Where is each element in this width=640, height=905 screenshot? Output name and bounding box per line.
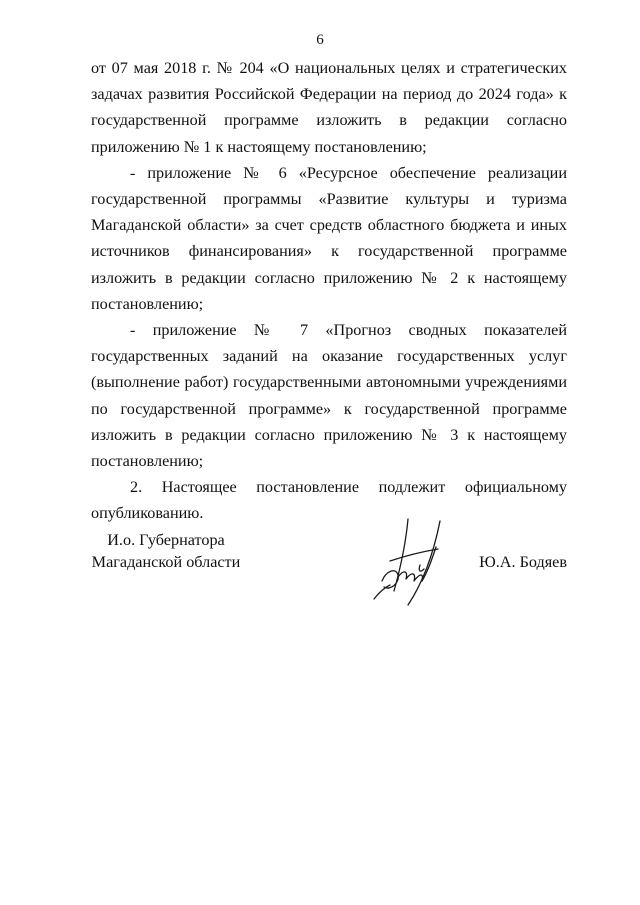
paragraph-continuation: от 07 мая 2018 г. № 204 «О национальных целях и стратегических задачах развития Российской Федерации на период до 2024 года» к государственной программе изложить в редакции согласно приложению № 1 к настоящему постановлению; [91, 59, 567, 156]
page-number: 6 [316, 32, 324, 48]
document-body [91, 55, 567, 527]
paragraph-appendix-6: - приложение № 6 «Ресурсное обеспечение реализации государственной программы «Развитие культуры и туризма Магаданской области» за счет средств областного бюджета и иных источников финансирования» к государственной программе изложить в редакции согласно приложению № 2 к настоящему постановлению; [91, 163, 567, 313]
signer-title-line1: И.о. Губернатора [107, 531, 225, 549]
signer-title [91, 529, 241, 573]
signer-title-line2: Магаданской области [91, 553, 241, 571]
signer-name: Ю.А. Бодяев [479, 553, 567, 571]
handwritten-signature [368, 511, 458, 607]
paragraph-appendix-7: - приложение № 7 «Прогноз сводных показателей государственных заданий на оказание государственных услуг (выполнение работ) государственными автономными учреждениями по государственной программе» к государственной программе изложить в редакции согласно приложению № 3 к настоящему постановлению; [91, 321, 567, 471]
paragraph-publication: 2. Настоящее постановление подлежит официальному опубликованию. [91, 478, 567, 523]
signature-block [91, 529, 567, 599]
